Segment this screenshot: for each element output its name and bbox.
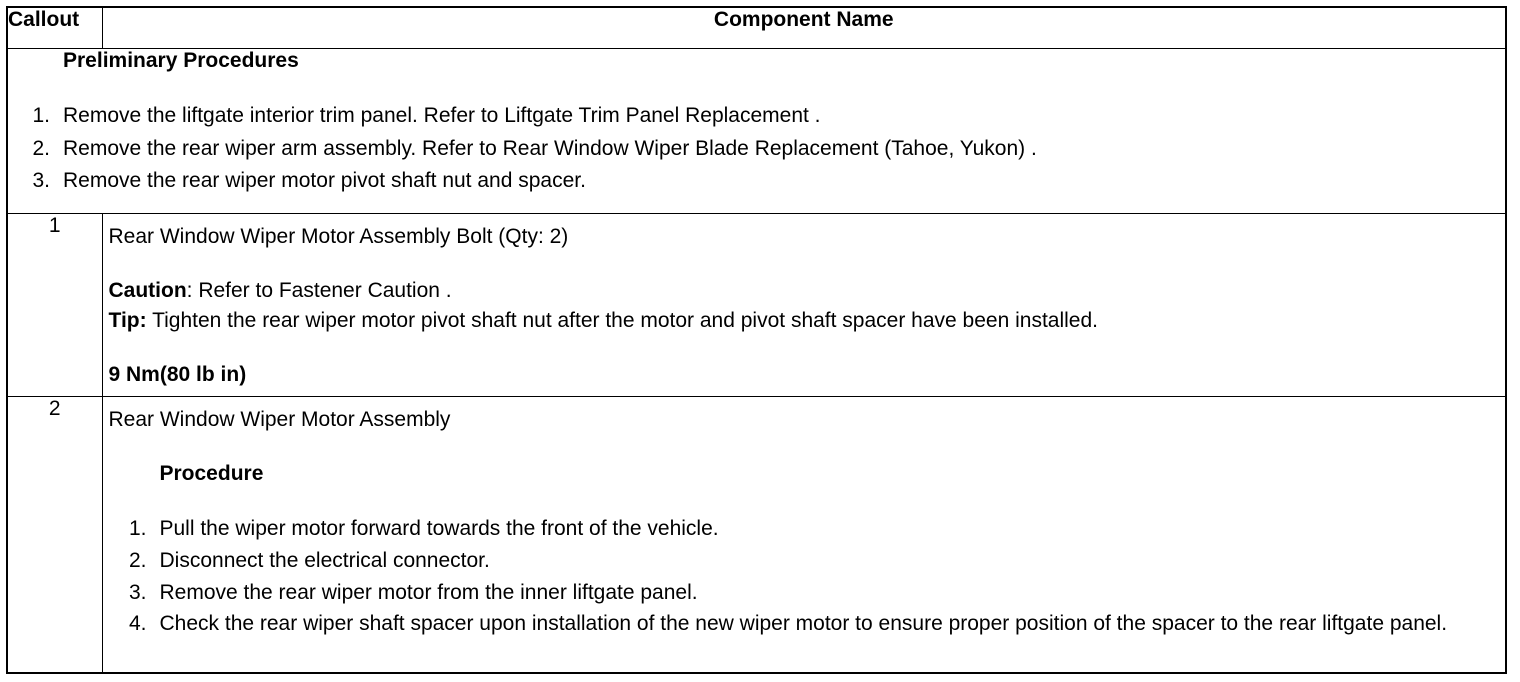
- torque-spec: 9 Nm(80 lb in): [108, 363, 247, 386]
- step-text: Remove the rear wiper arm assembly. Refer to Rear Window Wiper Blade Replacement (Tahoe, Yukon) .: [63, 136, 1037, 160]
- caution-line: [109, 276, 1506, 306]
- step-number: 2.: [32, 136, 50, 160]
- step-number: 3.: [32, 169, 50, 192]
- preliminary-row: [7, 49, 1506, 214]
- preliminary-heading: Preliminary Procedures: [63, 49, 299, 72]
- procedure-heading: Procedure: [159, 462, 264, 485]
- tip-line: [109, 306, 1506, 336]
- step-text: Disconnect the electrical connector.: [159, 549, 490, 572]
- step-text: Remove the rear wiper motor pivot shaft nut and spacer.: [63, 169, 586, 192]
- list-item: [109, 577, 1506, 609]
- table-row: [7, 214, 1506, 397]
- step-text: Remove the rear wiper motor from the inner liftgate panel.: [159, 581, 698, 604]
- list-item: [8, 100, 1505, 133]
- callout-number: 2: [7, 397, 102, 674]
- component-cell: [102, 397, 1506, 674]
- tip-text: Tighten the rear wiper motor pivot shaft nut after the motor and pivot shaft spacer have been installed.: [146, 309, 1098, 332]
- component-name: Rear Window Wiper Motor Assembly Bolt (Qty: 2): [108, 225, 569, 248]
- list-item: [109, 545, 1506, 577]
- preliminary-steps: [8, 100, 1505, 198]
- tip-label: Tip:: [108, 309, 147, 332]
- step-number: 2.: [128, 549, 147, 572]
- step-number: 4.: [128, 612, 147, 635]
- header-callout: Callout: [7, 7, 102, 49]
- component-cell: [102, 214, 1506, 397]
- step-number: 1.: [32, 104, 50, 127]
- procedure-table: [6, 6, 1507, 674]
- caution-label: Caution: [108, 279, 187, 302]
- list-item: [109, 513, 1506, 545]
- step-number: 3.: [128, 581, 147, 604]
- header-component-name: Component Name: [102, 7, 1506, 49]
- preliminary-cell: [7, 49, 1506, 214]
- callout-number: 1: [7, 214, 102, 397]
- list-item: [8, 133, 1505, 166]
- step-text: Check the rear wiper shaft spacer upon installation of the new wiper motor to ensure proper position of the spacer to the rear liftgate panel.: [159, 612, 1448, 635]
- header-row: [7, 7, 1506, 49]
- step-text: Pull the wiper motor forward towards the front of the vehicle.: [159, 517, 719, 540]
- list-item: [109, 609, 1506, 638]
- procedure-steps: [109, 513, 1506, 638]
- step-number: 1.: [128, 517, 147, 540]
- list-item: [8, 165, 1505, 198]
- caution-text: : Refer to Fastener Caution .: [186, 279, 452, 302]
- table-row: [7, 397, 1506, 674]
- step-text: Remove the liftgate interior trim panel. Refer to Liftgate Trim Panel Replacement .: [63, 104, 821, 127]
- component-name: Rear Window Wiper Motor Assembly: [108, 408, 451, 431]
